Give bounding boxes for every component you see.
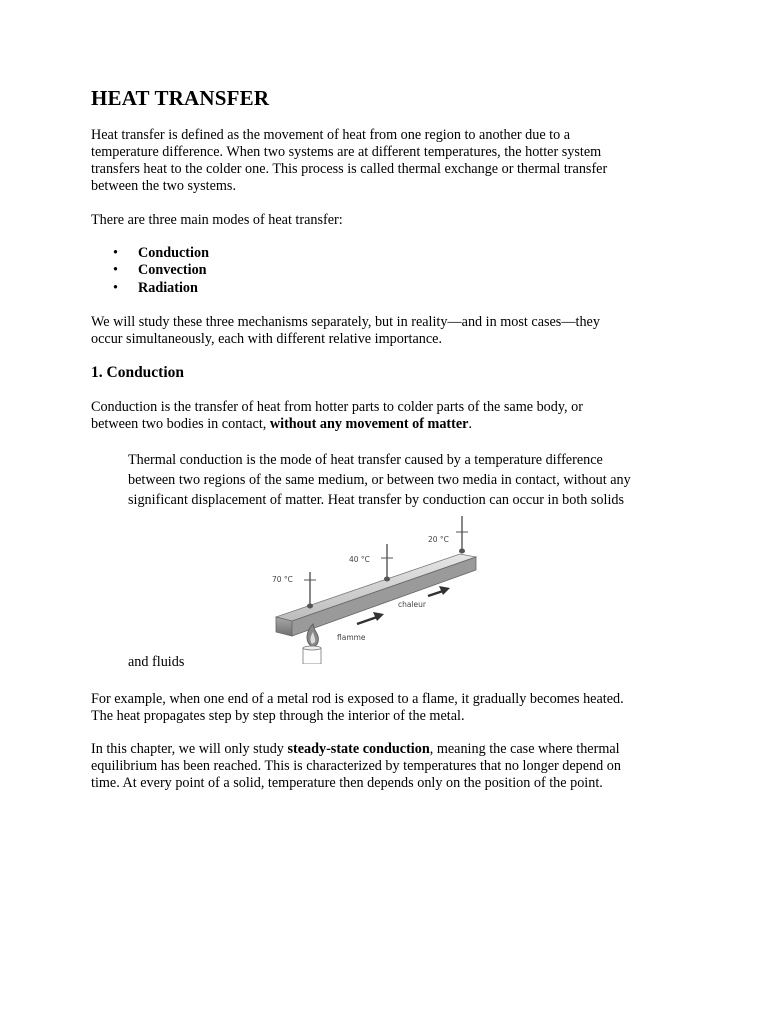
paragraph-line: significant displacement of matter. Heat transfer by conduction can occur in both solids [128,492,625,508]
list-item [91,280,209,297]
thermometer-70-icon [304,572,316,609]
candle-icon [303,646,321,664]
paragraph-line: Conduction is the transfer of heat from hotter parts to colder parts of the same body, or [91,399,583,415]
paragraph-line: Thermal conduction is the mode of heat transfer caused by a temperature difference [128,452,603,468]
intro-line: transfers heat to the colder one. This process is called thermal exchange or thermal transfer [91,161,608,177]
thermometer-40-icon [381,544,393,582]
paragraph-line: We will study these three mechanisms separately, but in reality—and in most cases—they [91,314,600,330]
mode-label: Conduction [138,245,209,261]
mode-label: Convection [138,262,207,279]
paragraph-line: occur simultaneously, each with different relative importance. [91,331,443,347]
paragraph-line: The heat propagates step by step through the interior of the metal. [91,708,465,724]
intro-line: between the two systems. [91,178,236,194]
conduction-definition [91,399,691,433]
conduction-rod-figure [190,512,520,664]
thermometer-20-icon [456,516,468,554]
label-70c: 70 °C [272,575,293,584]
simultaneous-paragraph [91,314,691,348]
rod-diagram [190,512,520,664]
paragraph-line: time. At every point of a solid, temperature then depends only on the position of the point. [91,775,603,791]
paragraph-line: For example, when one end of a metal rod is exposed to a flame, it gradually becomes heated. [91,691,624,707]
list-item [91,262,209,279]
list-item [91,245,209,262]
paragraph-line [91,741,691,758]
text-run: In this chapter, we will only study [91,741,288,757]
intro-line: temperature difference. When two systems are at different temperatures, the hotter system [91,144,602,160]
intro-line: Heat transfer is defined as the movement of heat from one region to another due to a [91,127,571,143]
paragraph-line: equilibrium has been reached. This is characterized by temperatures that no longer depend on [91,758,621,774]
label-40c: 40 °C [349,555,370,564]
bullet-icon: • [113,262,118,279]
heat-arrow-icon [357,612,384,624]
emphasis-text: without any movement of matter [269,416,469,432]
text-run: between two bodies in contact, [91,416,270,432]
bullet-icon: • [113,245,118,261]
example-paragraph [91,691,691,725]
label-flamme: flamme [337,633,366,642]
intro-paragraph [91,127,691,195]
label-chaleur: chaleur [398,600,427,609]
emphasis-text: steady-state conduction [287,741,430,757]
text-run: . [468,416,473,432]
mode-label: Radiation [138,279,198,296]
modes-list [91,245,209,297]
rod-side-face [292,557,476,636]
thermal-conduction-paragraph [128,450,728,510]
heat-arrow-icon [428,586,450,596]
label-20c: 20 °C [428,535,449,544]
text-run: , meaning the case where thermal [429,741,620,757]
page-title: HEAT TRANSFER [91,86,270,110]
steady-state-paragraph [91,741,691,792]
bullet-icon: • [113,279,118,296]
paragraph-line [91,416,691,433]
section-heading-conduction: 1. Conduction [91,364,185,381]
and-fluids-text: and fluids [128,654,185,670]
paragraph-line: between two regions of the same medium, or between two media in contact, without any [128,472,631,488]
modes-intro: There are three main modes of heat transfer: [91,212,343,228]
